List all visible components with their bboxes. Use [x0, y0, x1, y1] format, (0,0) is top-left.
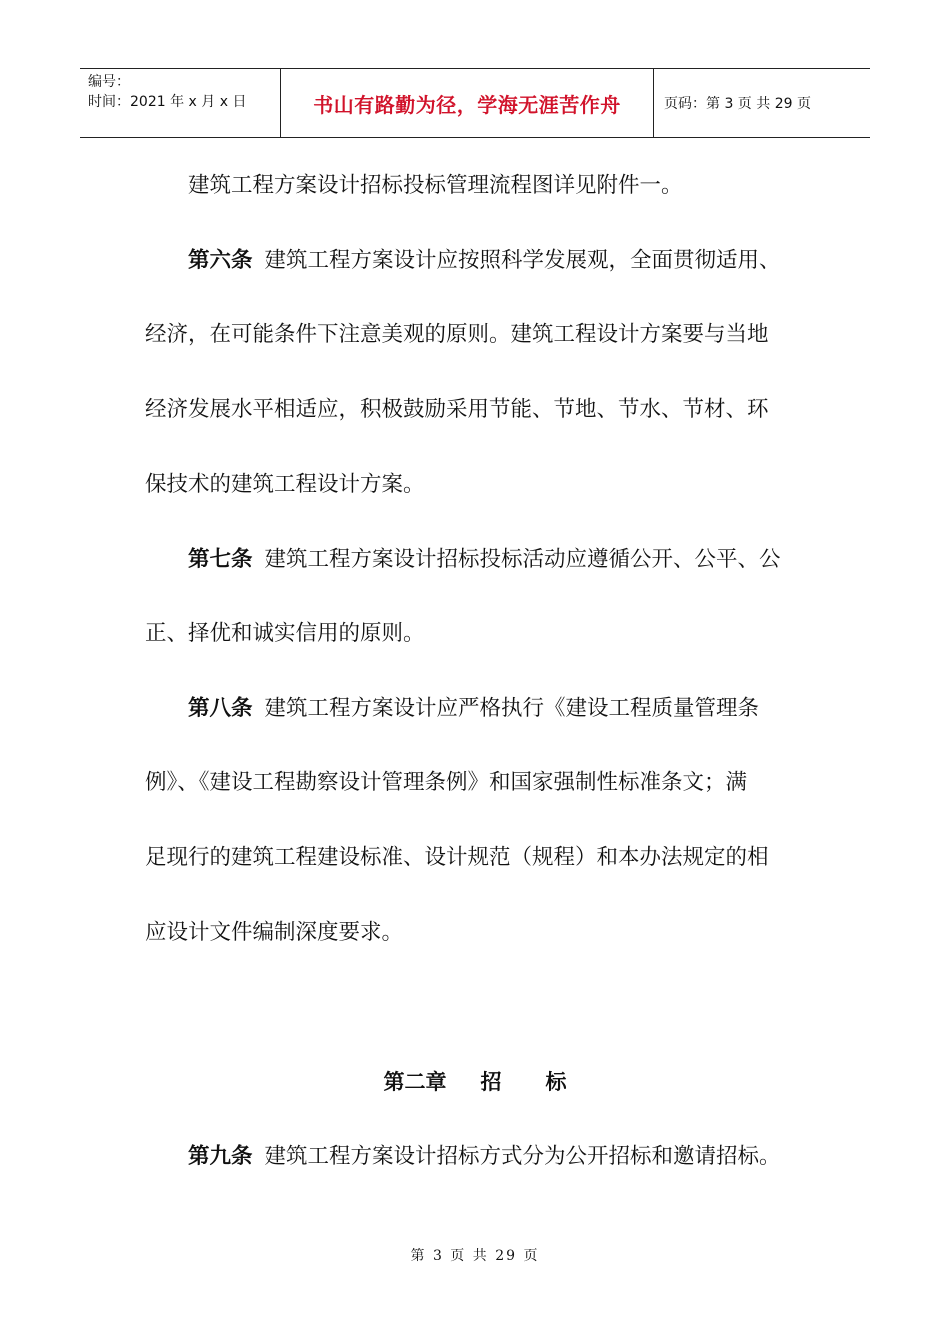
- page-footer: 第 3 页 共 29 页: [410, 1248, 540, 1264]
- article-7-label: 第七条: [188, 547, 253, 572]
- paragraph-line: 保技术的建筑工程设计方案。: [145, 472, 425, 497]
- article-6-text: 建筑工程方案设计应按照科学发展观，全面贯彻适用、: [264, 248, 781, 273]
- article-8-label: 第八条: [188, 696, 253, 721]
- chapter-title-char: 招: [480, 1070, 502, 1094]
- article-6-label: 第六条: [188, 248, 253, 273]
- article-9-label: 第九条: [188, 1144, 253, 1169]
- article-6-line: [188, 245, 853, 277]
- paragraph-line: 应设计文件编制深度要求。: [145, 920, 404, 945]
- chapter-number: 第二章: [383, 1070, 447, 1094]
- paragraph-line: 建筑工程方案设计招标投标管理流程图详见附件一。: [188, 173, 683, 198]
- article-8-line: [188, 693, 853, 725]
- page-header: [80, 68, 870, 138]
- article-9-text: 建筑工程方案设计招标方式分为公开招标和邀请招标。: [264, 1144, 781, 1169]
- document-date: 时间：2021 年 x 月 x 日: [88, 94, 247, 110]
- paragraph-line: 足现行的建筑工程建设标准、设计规范（规程）和本办法规定的相: [145, 845, 769, 870]
- article-7-text: 建筑工程方案设计招标投标活动应遵循公开、公平、公: [264, 547, 781, 572]
- paragraph-line: 经济发展水平相适应，积极鼓励采用节能、节地、节水、节材、环: [145, 397, 769, 422]
- header-meta: [80, 69, 281, 137]
- article-8-text: 建筑工程方案设计应严格执行《建设工程质量管理条: [264, 696, 760, 721]
- header-page-number: 页码：第 3 页 共 29 页: [664, 96, 811, 112]
- paragraph-line: 正、择优和诚实信用的原则。: [145, 621, 425, 646]
- chapter-title-char: 标: [545, 1070, 567, 1094]
- document-number-label: 编号：: [88, 74, 130, 90]
- paragraph-line: 经济，在可能条件下注意美观的原则。建筑工程设计方案要与当地: [145, 322, 769, 347]
- header-motto: 书山有路勤为径，学海无涯苦作舟: [281, 69, 654, 137]
- paragraph-line: 例》、《建设工程勘察设计管理条例》和国家强制性标准条文；满: [145, 770, 748, 795]
- chapter-heading: [0, 1066, 950, 1098]
- article-7-line: [188, 544, 853, 576]
- article-9-line: [188, 1141, 853, 1173]
